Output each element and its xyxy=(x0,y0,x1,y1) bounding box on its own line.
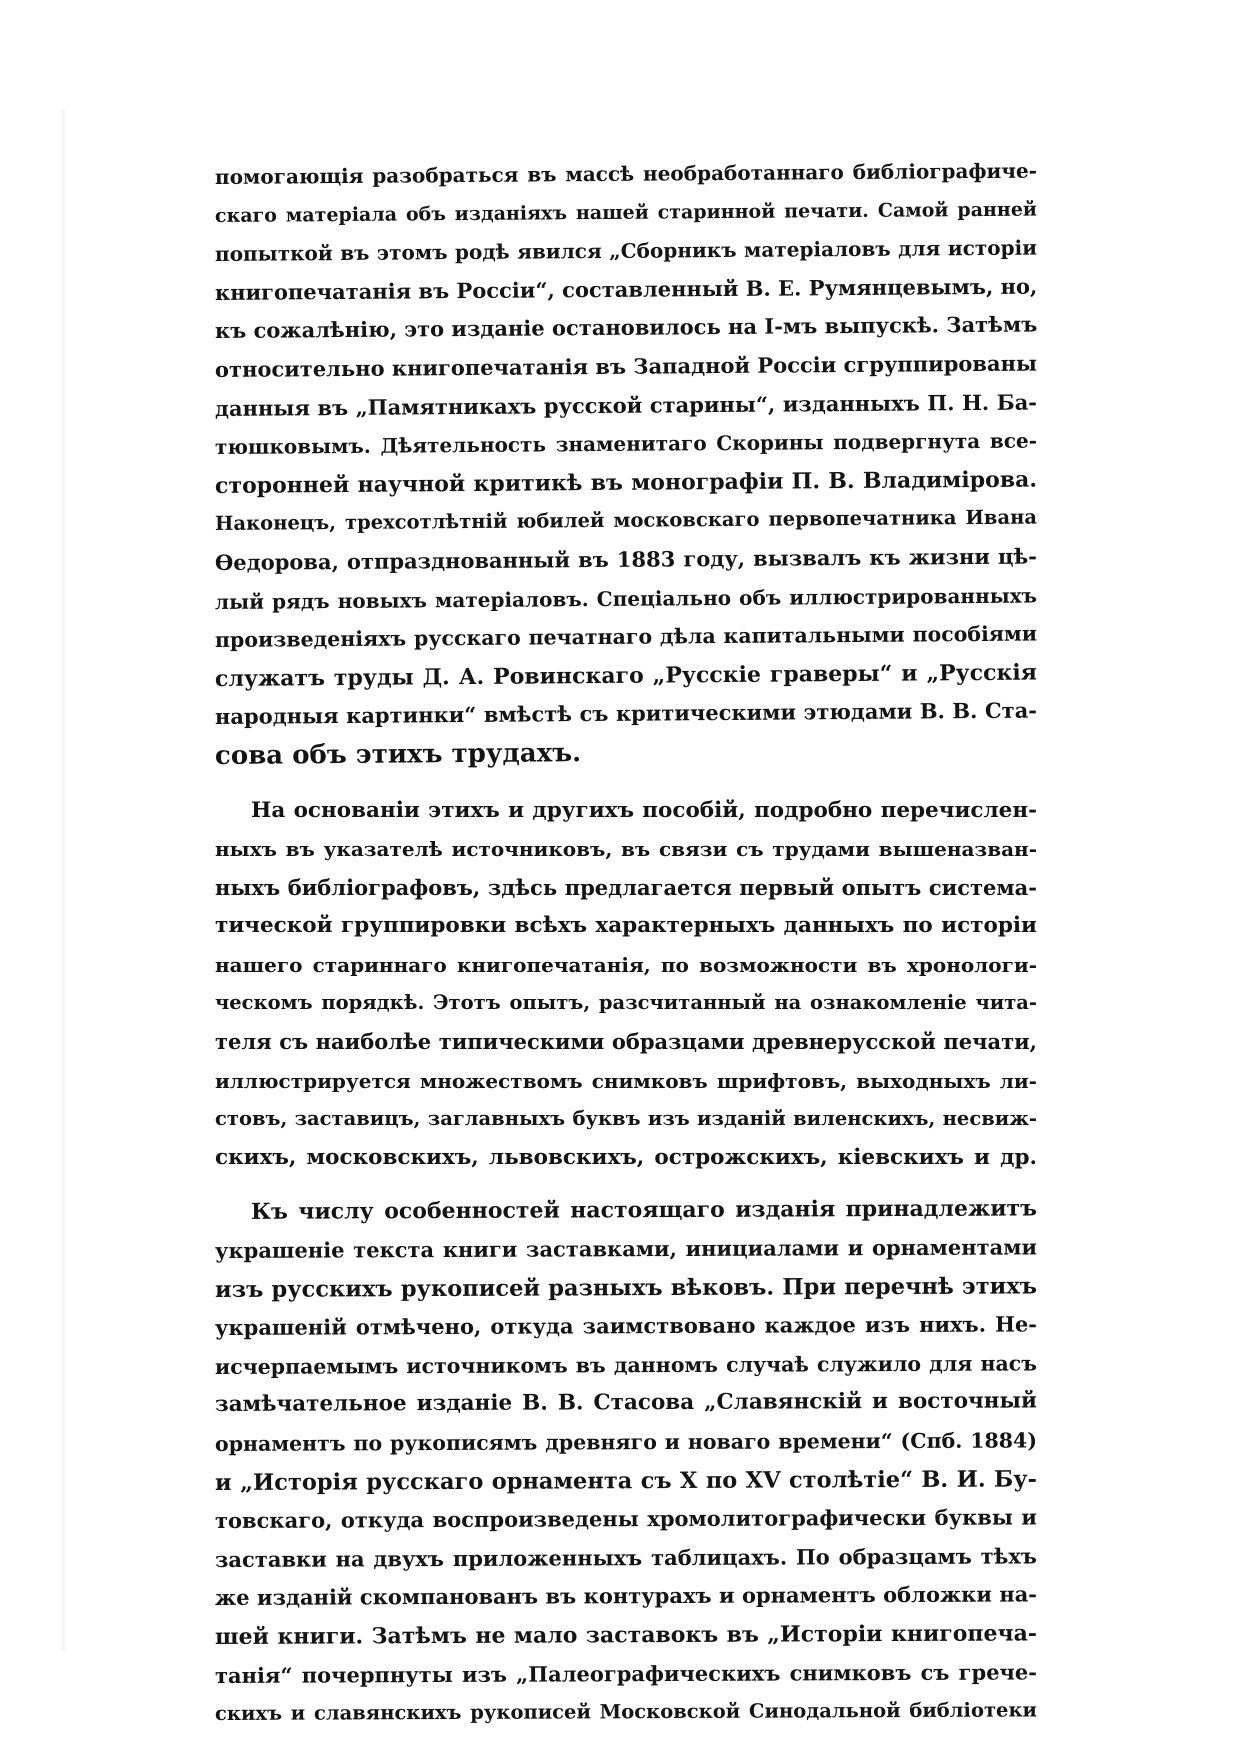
text-line: украшеній отмѣчено, откуда заимствовано каждое изъ нихъ. Не- xyxy=(214,1311,1038,1341)
text-line: произведеніяхъ русскаго печатнаго дѣла капитальными пособіями xyxy=(214,621,1038,653)
text-line: попыткой въ этомъ родѣ явился „Сборникъ матеріаловъ для исторіи xyxy=(214,235,1038,267)
text-line: относительно книгопечатанія въ Западной Россіи сгруппированы xyxy=(214,350,1038,382)
page-shadow-edge xyxy=(62,110,68,1650)
text-line: книгопечатанія въ Россіи“, составленный В. Е. Румянцевымъ, но, xyxy=(214,273,1038,305)
text-line: стовъ, заставицъ, заглавныхъ буквъ изъ изданій виленскихъ, несвиж- xyxy=(215,1107,1037,1131)
paragraph-systematic-grouping xyxy=(215,792,1037,1178)
text-line: народныя картинки“ вмѣстѣ съ критическими этюдами В. В. Ста- xyxy=(214,697,1038,730)
paragraph-bibliographic-sources xyxy=(215,158,1037,776)
text-line: скихъ и славянскихъ рукописей Московской Синодальной библіотеки xyxy=(214,1698,1038,1726)
text-line: Ѳедорова, отпразднованный въ 1883 году, вызвалъ къ жизни цѣ- xyxy=(214,543,1038,575)
text-line: служатъ труды Д. А. Ровинскаго „Русскіе граверы“ и „Русскія xyxy=(214,659,1038,692)
text-line: орнаментъ по рукописямъ древняго и новаго времени“ (Спб. 1884) xyxy=(214,1428,1038,1456)
text-line: изъ русскихъ рукописей разныхъ вѣковъ. При перечнѣ этихъ xyxy=(214,1273,1038,1303)
text-line: помогающія разобраться въ массѣ необработаннаго библіографиче- xyxy=(214,158,1038,189)
text-line: теля съ наиболѣе типическими образцами древнерусской печати, xyxy=(215,1029,1037,1055)
text-line: ныхъ въ указателѣ источниковъ, въ связи съ трудами вышеназван- xyxy=(215,837,1037,862)
text-line: данныя въ „Памятникахъ русской старины“, изданныхъ П. Н. Ба- xyxy=(214,389,1038,421)
text-line: Къ числу особенностей настоящаго изданія принадлежитъ xyxy=(250,1195,1038,1226)
text-line: товскаго, откуда воспроизведены хромолитографически буквы и xyxy=(214,1504,1038,1534)
text-line: танія“ почерпнуты изъ „Палеографическихъ снимковъ съ грече- xyxy=(214,1658,1038,1688)
text-line: замѣчательное изданіе В. В. Стасова „Славянскій и восточный xyxy=(214,1388,1038,1418)
text-line: сова объ этихъ трудахъ. xyxy=(214,738,582,771)
text-line: сторонней научной критикѣ въ монографіи П. В. Владимірова. xyxy=(214,466,1038,499)
text-line: ныхъ библіографовъ, здѣсь предлагается первый опытъ система- xyxy=(215,874,1037,900)
text-line: тюшковымъ. Дѣятельность знаменитаго Скорины подвергнута все- xyxy=(214,428,1038,460)
text-line: тической группировки всѣхъ характерныхъ данныхъ по исторіи xyxy=(215,913,1037,939)
text-line: и „Исторія русскаго орнамента съ X по XV столѣтіе“ В. И. Бу- xyxy=(214,1466,1038,1496)
text-line: иллюстрируется множествомъ снимковъ шрифтовъ, выходныхъ ли- xyxy=(215,1068,1037,1093)
paragraph-ornaments xyxy=(215,1193,1037,1733)
text-line: исчерпаемымъ источникомъ въ данномъ случаѣ служило для насъ xyxy=(214,1351,1038,1379)
text-line: ческомъ порядкѣ. Этотъ опытъ, разсчитанный на ознакомленіе чита- xyxy=(215,991,1037,1015)
text-line: На основаніи этихъ и другихъ пособій, подробно перечислен- xyxy=(251,797,1037,823)
text-line: къ сожалѣнію, это изданіе остановилось на I-мъ выпускѣ. Затѣмъ xyxy=(214,311,1038,344)
text-line: Наконецъ, трехсотлѣтній юбилей московскаго первопечатника Ивана xyxy=(214,505,1038,536)
text-line: заставки на двухъ приложенныхъ таблицахъ. По образцамъ тѣхъ xyxy=(214,1543,1038,1572)
text-line: украшеніе текста книги заставками, инициалами и орнаментами xyxy=(214,1234,1038,1264)
text-line: нашего стариннаго книгопечатанія, по возможности въ хронологи- xyxy=(215,952,1037,977)
paragraph-gap xyxy=(215,776,1037,792)
text-line: же изданій скомпанованъ въ контурахъ и орнаментъ обложки на- xyxy=(214,1581,1038,1611)
text-line: лый рядъ новыхъ матеріаловъ. Спеціально объ иллюстрированныхъ xyxy=(214,583,1038,614)
text-line: шей книги. Затѣмъ не мало заставокъ въ „Исторіи книгопеча- xyxy=(214,1620,1038,1650)
text-line: скаго матеріала объ изданіяхъ нашей старинной печати. Самой ранней xyxy=(214,198,1038,227)
body-text xyxy=(215,158,1037,1734)
text-line: скихъ, московскихъ, львовскихъ, острожскихъ, кіевскихъ и др. xyxy=(215,1144,1037,1170)
